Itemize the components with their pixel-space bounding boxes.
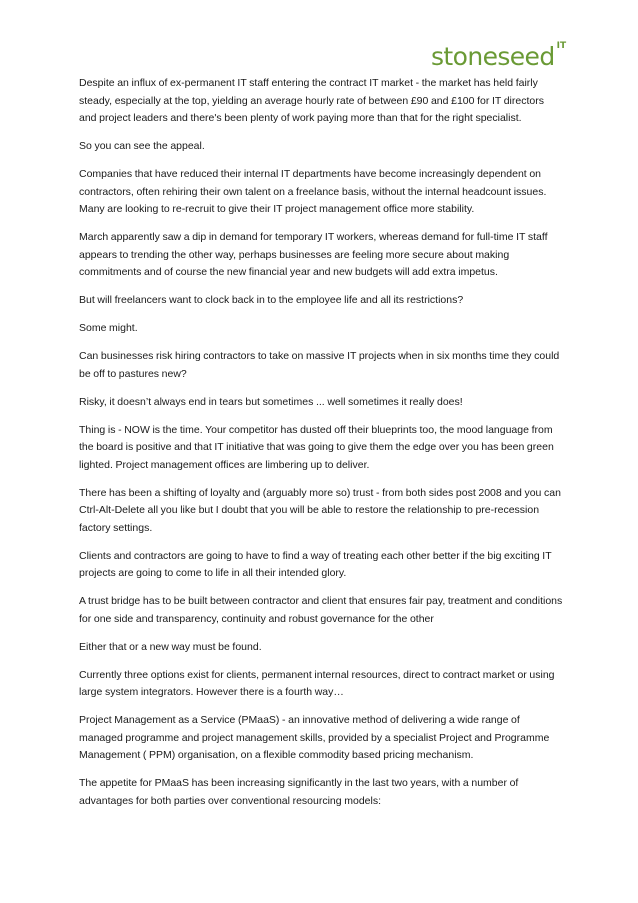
stoneseed-logo bbox=[431, 41, 567, 71]
paragraph-3: Companies that have reduced their internal IT departments have become increasingly dependent on contractors, often rehiring their own talent on a freelance basis, without the internal headcount issues. Many are looking to re-recruit to give their IT project management office more stability. bbox=[79, 168, 547, 215]
paragraph-5: But will freelancers want to clock back in to the employee life and all its restrictions? bbox=[79, 294, 464, 306]
paragraph-11: Clients and contractors are going to have to find a way of treating each other better if the big exciting IT projects are going to come to life in all their intended glory. bbox=[79, 549, 552, 579]
paragraph-9: Thing is - NOW is the time. Your competitor has dusted off their blueprints too, the mood language from the board is positive and that IT initiative that was going to give them the edge over you has been green lighted. Project management offices are limbering up to deliver. bbox=[79, 423, 554, 471]
paragraph-6: Some might. bbox=[79, 322, 138, 334]
paragraph-12: A trust bridge has to be built between contractor and client that ensures fair pay, treatment and conditions for one side and transparency, continuity and robust governance for the other bbox=[79, 595, 563, 625]
paragraph-8: Risky, it doesn’t always end in tears but sometimes ... well sometimes it really does! bbox=[79, 395, 463, 408]
document-body bbox=[79, 75, 564, 821]
paragraph-16: The appetite for PMaaS has been increasing significantly in the last two years, with a number of advantages for both parties over conventional resourcing models: bbox=[79, 777, 519, 807]
paragraph-2: So you can see the appeal. bbox=[79, 140, 205, 152]
paragraph-15: Project Management as a Service (PMaaS) - an innovative method of delivering a wide range of managed programme and project management skills, provided by a specialist Project and Programme Management ( PPM) organisation, on a flexible commodity based pricing mechanism. bbox=[79, 714, 550, 761]
paragraph-14: Currently three options exist for clients, permanent internal resources, direct to contract market or using large system integrators. However there is a fourth way… bbox=[79, 668, 555, 698]
paragraph-1: Despite an influx of ex-permanent IT staff entering the contract IT market - the market has held fairly steady, especially at the top, yielding an average hourly rate of between £90 and £100 for IT directors and project leaders and there's been plenty of work paying more than that for the right specialist. bbox=[79, 77, 544, 124]
paragraph-4: March apparently saw a dip in demand for temporary IT workers, whereas demand for full-time IT staff appears to trending the other way, perhaps businesses are feeling more secure about making commitments and of course the new financial year and new budgets will add extra impetus. bbox=[79, 231, 548, 278]
logo-superscript: IT bbox=[556, 41, 567, 51]
paragraph-13: Either that or a new way must be found. bbox=[79, 640, 262, 653]
paragraph-7: Can businesses risk hiring contractors to take on massive IT projects when in six months time they could be off to pastures new? bbox=[79, 350, 560, 380]
logo-wordmark: stoneseed bbox=[431, 42, 555, 71]
paragraph-10: There has been a shifting of loyalty and (arguably more so) trust - from both sides post 2008 and you can Ctrl-Alt-Delete all you like but I doubt that you will be able to restore the relationship to pre-recession factory settings. bbox=[79, 486, 561, 534]
